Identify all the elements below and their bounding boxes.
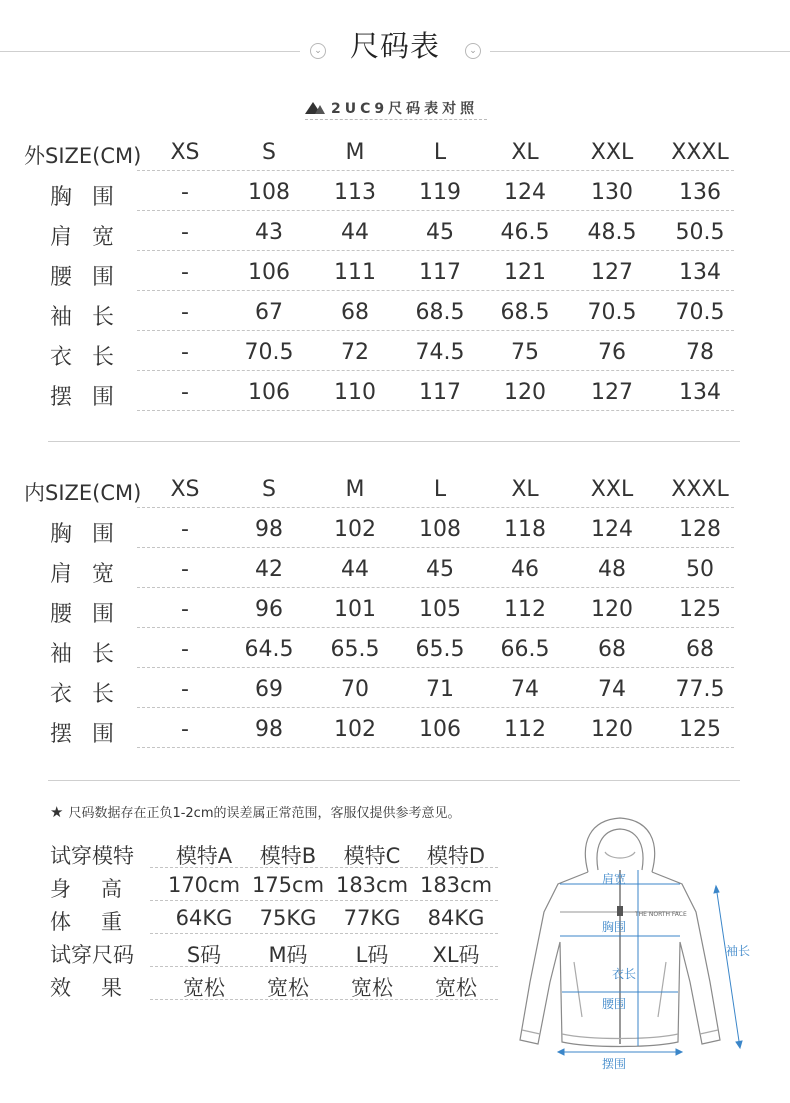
table-cell: 120 [591,597,633,622]
table-cell: 68.5 [500,300,550,325]
table-cell: 74 [511,677,539,702]
table-cell: 68.5 [415,300,465,325]
table-cell: 106 [419,717,461,742]
table-cell: 65.5 [330,637,380,662]
shoulder-width-label: 肩宽 [602,872,627,886]
table-cell: 98 [255,517,283,542]
table-cell: 67 [255,300,283,325]
row-divider [137,627,734,628]
table-cell: 74 [598,677,626,702]
table-cell: 44 [341,557,369,582]
size-column-header: S [262,477,276,502]
table-cell: - [181,380,189,405]
row-divider [137,707,734,708]
size-column-header: S [262,140,276,165]
size-column-header: XXL [590,140,634,165]
star-icon: ★ [50,803,64,821]
model-cell: 183cm [335,873,409,897]
table-cell: 101 [334,597,376,622]
table-cell: 71 [426,677,454,702]
table-row [20,677,740,717]
model-row-label: 身高 [50,877,152,901]
model-cell: 宽松 [351,976,393,1000]
chevron-down-icon: ⌄ [310,43,326,59]
size-column-header: M [345,477,365,502]
model-cell: 宽松 [435,976,477,1000]
table-cell: 96 [255,597,283,622]
row-divider [150,867,498,868]
table-cell: 119 [419,180,461,205]
model-row-label: 试穿模特 [50,844,134,868]
row-label: 腰围 [50,602,135,627]
table-cell: - [181,677,189,702]
size-header-row [20,477,740,517]
table-title: 外SIZE(CM) [24,144,142,168]
length-label: 衣长 [612,967,637,981]
row-label: 肩宽 [50,225,135,250]
model-cell: 模特C [343,844,401,868]
table-cell: 108 [248,180,290,205]
model-cell: 模特D [426,844,486,868]
table-cell: 46.5 [500,220,550,245]
size-note [50,802,461,821]
table-cell: 117 [419,380,461,405]
model-cell: 模特B [259,844,317,868]
table-cell: 98 [255,717,283,742]
table-cell: 112 [504,717,546,742]
table-cell: 48 [598,557,626,582]
table-cell: 75 [511,340,539,365]
table-cell: 106 [248,260,290,285]
size-column-header: L [433,477,447,502]
row-divider [137,507,734,508]
row-divider [150,933,498,934]
size-column-header: XXXL [671,140,729,165]
jacket-diagram [510,812,780,1077]
table-cell: 65.5 [415,637,465,662]
row-divider [137,667,734,668]
row-divider [150,999,498,1000]
table-cell: 136 [679,180,721,205]
row-divider [137,370,734,371]
table-cell: 102 [334,717,376,742]
table-cell: 112 [504,597,546,622]
size-column-header: XS [170,140,200,165]
row-label: 胸围 [50,185,135,210]
table-cell: 113 [334,180,376,205]
table-row [20,717,740,757]
table-cell: 102 [334,517,376,542]
table-cell: 120 [591,717,633,742]
chevron-down-icon: ⌄ [465,43,481,59]
header-divider-left [0,51,300,52]
row-divider [137,290,734,291]
model-row [50,939,510,972]
model-row [50,972,510,1005]
model-cell: 64KG [175,906,233,930]
row-divider [137,587,734,588]
row-divider [137,170,734,171]
waist-label: 腰围 [602,997,627,1011]
table-cell: 125 [679,597,721,622]
size-column-header: XS [170,477,200,502]
model-row-label: 体重 [50,910,152,934]
row-label: 袖长 [50,642,135,667]
table-cell: 127 [591,260,633,285]
table-cell: 118 [504,517,546,542]
table-cell: 50.5 [675,220,725,245]
table-cell: 42 [255,557,283,582]
svg-text:THE NORTH FACE: THE NORTH FACE [635,911,687,918]
table-cell: 117 [419,260,461,285]
table-cell: 124 [504,180,546,205]
table-cell: - [181,340,189,365]
table-cell: - [181,180,189,205]
model-row [50,840,510,873]
model-cell: 宽松 [183,976,225,1000]
subtitle-text: 2UC9尺码表对照 [331,101,479,117]
table-cell: 43 [255,220,283,245]
row-label: 袖长 [50,305,135,330]
table-cell: 64.5 [244,637,294,662]
mountain-logo-icon-small [315,105,325,114]
row-label: 摆围 [50,385,135,410]
size-header-row [20,140,740,180]
table-cell: 76 [598,340,626,365]
table-cell: - [181,220,189,245]
size-column-header: L [433,140,447,165]
table-cell: 111 [334,260,376,285]
model-cell: XL码 [432,943,480,967]
model-cell: 175cm [251,873,325,897]
row-divider [137,547,734,548]
table-cell: 44 [341,220,369,245]
sleeve-label: 袖长 [726,944,751,958]
table-cell: 108 [419,517,461,542]
header-divider-right [490,51,790,52]
row-divider [150,966,498,967]
table-cell: 45 [426,220,454,245]
table-cell: - [181,300,189,325]
table-row [20,637,740,677]
table-title: 内SIZE(CM) [24,481,142,505]
table-row [20,517,740,557]
row-label: 衣长 [50,345,135,370]
table-cell: 106 [248,380,290,405]
table-cell: 134 [679,260,721,285]
table-row [20,597,740,637]
model-cell: 183cm [419,873,493,897]
table-cell: 46 [511,557,539,582]
model-cell: 84KG [427,906,485,930]
row-divider [137,410,734,411]
row-label: 腰围 [50,265,135,290]
table-cell: 125 [679,717,721,742]
table-cell: - [181,260,189,285]
table-row [20,180,740,220]
hem-label: 摆围 [602,1057,627,1071]
model-cell: 75KG [259,906,317,930]
section-divider [48,441,740,442]
size-column-header: XXL [590,477,634,502]
table-cell: 70.5 [675,300,725,325]
size-column-header: XXXL [671,477,729,502]
table-cell: 128 [679,517,721,542]
table-cell: 68 [341,300,369,325]
table-row [20,300,740,340]
table-cell: 72 [341,340,369,365]
chest-label: 胸围 [602,920,627,934]
page-header [0,20,790,70]
model-row-label: 效果 [50,976,152,1000]
table-row [20,380,740,420]
model-cell: S码 [186,943,222,967]
table-cell: 50 [686,557,714,582]
section-divider [48,780,740,781]
row-divider [137,210,734,211]
row-label: 衣长 [50,682,135,707]
row-label: 胸围 [50,522,135,547]
page-title: 尺码表 [349,29,440,63]
table-cell: 69 [255,677,283,702]
row-divider [137,330,734,331]
table-cell: 70.5 [244,340,294,365]
table-cell: 77.5 [675,677,725,702]
model-cell: M码 [268,943,308,967]
model-cell: 170cm [167,873,241,897]
table-cell: 130 [591,180,633,205]
table-row [20,557,740,597]
subtitle-underline [305,119,487,120]
table-cell: - [181,637,189,662]
model-cell: 77KG [343,906,401,930]
table-cell: 70.5 [587,300,637,325]
table-cell: - [181,557,189,582]
table-cell: 120 [504,380,546,405]
table-cell: 66.5 [500,637,550,662]
model-row [50,906,510,939]
model-row [50,873,510,906]
model-cell: 模特A [175,844,233,868]
row-label: 摆围 [50,722,135,747]
model-row-label: 试穿尺码 [50,943,134,967]
table-cell: 45 [426,557,454,582]
model-cell: L码 [355,943,389,967]
row-divider [150,900,498,901]
table-cell: - [181,597,189,622]
table-cell: - [181,717,189,742]
table-cell: 124 [591,517,633,542]
table-cell: 127 [591,380,633,405]
row-label: 肩宽 [50,562,135,587]
table-cell: 105 [419,597,461,622]
table-cell: 78 [686,340,714,365]
table-cell: 68 [686,637,714,662]
size-chart-subtitle [305,98,490,120]
size-column-header: XL [511,477,539,502]
size-column-header: M [345,140,365,165]
row-divider [137,250,734,251]
table-cell: 70 [341,677,369,702]
note-text: 尺码数据存在正负1-2cm的误差属正常范围，客服仅提供参考意见。 [68,806,461,821]
table-row [20,260,740,300]
row-divider [137,747,734,748]
table-cell: 48.5 [587,220,637,245]
table-row [20,220,740,260]
table-cell: 68 [598,637,626,662]
model-cell: 宽松 [267,976,309,1000]
table-cell: 110 [334,380,376,405]
table-cell: 74.5 [415,340,465,365]
table-cell: - [181,517,189,542]
table-row [20,340,740,380]
table-cell: 121 [504,260,546,285]
size-column-header: XL [511,140,539,165]
table-cell: 134 [679,380,721,405]
